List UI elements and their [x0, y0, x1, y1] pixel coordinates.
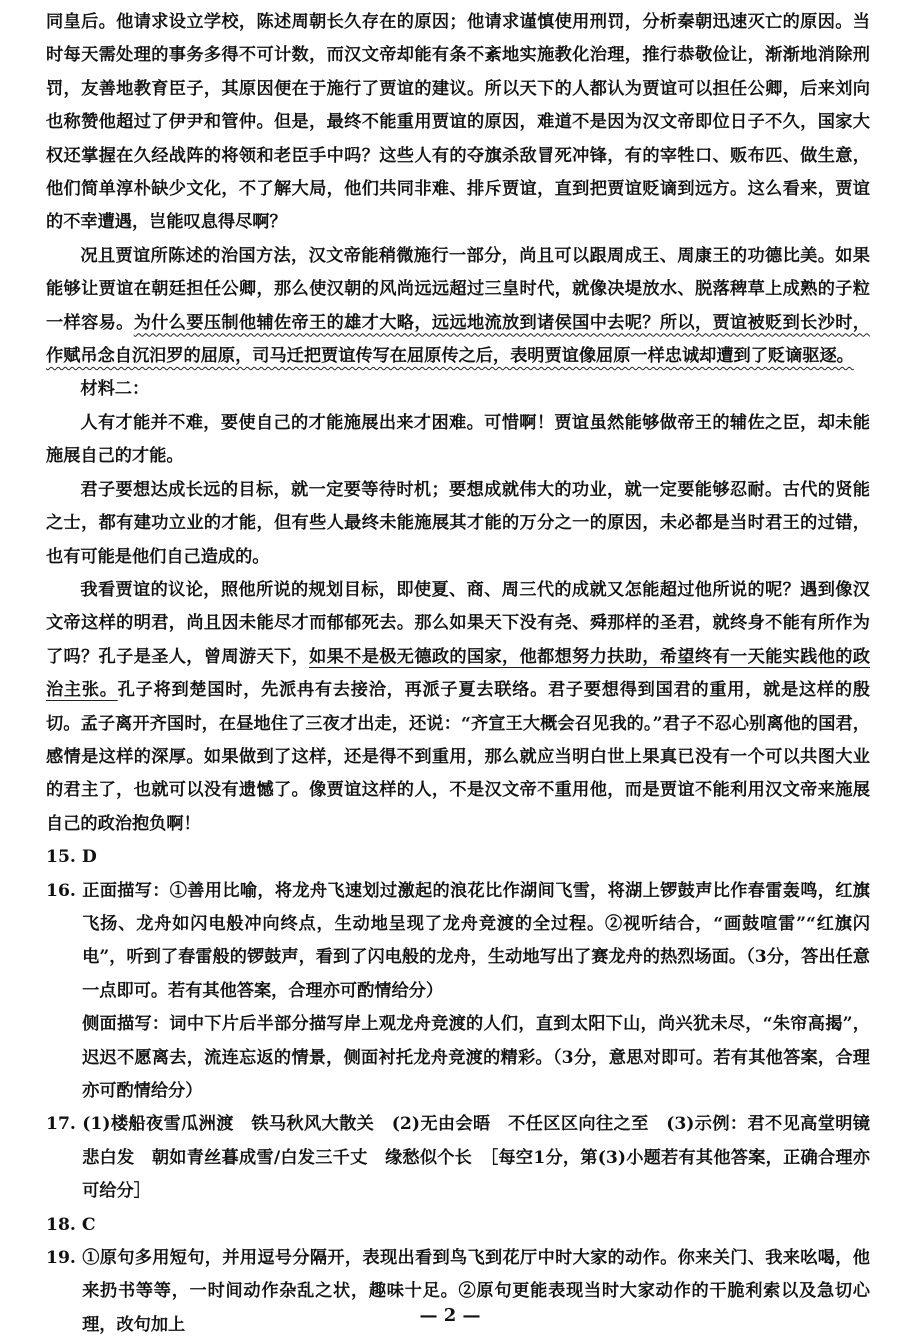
answer-18: 18. C	[46, 1214, 96, 1235]
paragraph-3-text-b: 孔子将到楚国时，先派冉有去接洽，再派子夏去联络。君子要想得到国君的重用，就是这样的殷切。孟子离开齐国时，在昼地住了三夜才出走，还说：“齐宣王大概会召见我的。”君子不忍心别离他的国君，感情是这样的深厚。如果做到了这样，还是得不到重用，那么就应当明白世上果真已没有一个可以共图大业的君主了，也就可以没有遗憾了。像贾谊这样的人，不是汉文帝不重用他，而是贾谊不能利用汉文帝来施展自己的政治抱负啊！	[46, 680, 870, 834]
answer-17: 17. (1)楼船夜雪瓜洲渡 铁马秋风大散关 (2)无由会晤 不任区区向往之至 (3)示例：君不见高堂明镜悲白发 朝如青丝暮成雪/白发三千丈 缘愁似个长 ［每空1分，第(3)小题若有其他答案，正确合理亦可给分］	[46, 1114, 870, 1202]
paragraph-2-text: 况且贾谊所陈述的治国方法，汉文帝能稍微施行一部分，尚且可以跟周成王、周康王的功德比美。如果能够让贾谊在朝廷担任公卿，那么使汉朝的风尚远远超过三皇时代，就像决堤放水、脱落稗草上成熟的子粒一样容易。	[46, 245, 870, 333]
answer-16-front: 16. 正面描写：①善用比喻，将龙舟飞速划过激起的浪花比作湖间飞雪，将湖上锣鼓声比作春雷轰鸣，红旗飞扬、龙舟如闪电般冲向终点，生动地呈现了龙舟竞渡的全过程。②视听结合，“画鼓喧雷”“红旗闪电”，听到了春雷般的锣鼓声，看到了闪电般的龙舟，生动地写出了赛龙舟的热烈场面。（3分，答出任意一点即可。若有其他答案，合理亦可酌情给分）	[46, 880, 870, 1001]
page-number: — 2 —	[419, 1305, 481, 1326]
underlined-sentence: 如果不是极无德政的国家，他都想努力扶助，希望终有一天能实践他的政治主张。	[46, 646, 870, 701]
material-two-paragraph-2: 君子要想达成长远的目标，就一定要等待时机；要想成就伟大的功业，就一定要能够忍耐。古代的贤能之士，都有建功立业的才能，但有些人最终未能施展其才能的万分之一的原因，未必都是当时君王的过错，也有可能是他们自己造成的。	[46, 479, 870, 567]
material-one-paragraph-1: 同皇后。他请求设立学校，陈述周朝长久存在的原因；他请求谨慎使用刑罚，分析秦朝迅速灭亡的原因。当时每天需处理的事务多得不可计数，而汉文帝却能有条不紊地实施教化治理，推行恭敬俭让，渐渐地消除刑罚，友善地教育臣子，其原因便在于施行了贾谊的建议。所以天下的人都认为贾谊可以担任公卿，后来刘向也称赞他超过了伊尹和管仲。但是，最终不能重用贾谊的原因，难道不是因为汉文帝即位日子不久，国家大权还掌握在久经战阵的将领和老臣手中吗？这些人有的夺旗杀敌冒死冲锋，有的宰牲口、贩布匹、做生意，他们简单淳朴缺少文化，不了解大局，他们共同非难、排斥贾谊，直到把贾谊贬谪到远方。这么看来，贾谊的不幸遭遇，岂能叹息得尽啊？	[46, 12, 870, 233]
material-two-paragraph-3	[46, 574, 870, 841]
answer-19: 19. ①原句多用短句，并用逗号分隔开，表现出看到鸟飞到花厅中时大家的动作。你来关门、我来吆喝，他来扔书等等，一时间动作杂乱之状，趣味十足。②原句更能表现当时大家动作的干脆利索以及急切心理，改句加上	[46, 1248, 870, 1335]
material-two-paragraph-1: 人有才能并不难，要使自己的才能施展出来才困难。可惜啊！贾谊虽然能够做帝王的辅佐之臣，却未能施展自己的才能。	[46, 412, 870, 467]
answer-16-side: 侧面描写：词中下片后半部分描写岸上观龙舟竞渡的人们，直到太阳下山，尚兴犹未尽，“朱帘高揭”，迟迟不愿离去，流连忘返的情景，侧面衬托龙舟竞渡的精彩。（3分，意思对即可。若有其他答案，合理亦可酌情给分）	[82, 1014, 870, 1101]
material-one-paragraph-2	[46, 240, 870, 374]
paragraph-3-text-a: 我看贾谊的议论，照他所说的规划目标，即使夏、商、周三代的成就又怎能超过他所说的呢？遇到像汉文帝这样的明君，尚且因未能尽才而郁郁死去。那么如果天下没有尧、舜那样的圣君，就终身不能有所作为了吗？孔子是圣人，曾周游天下，	[46, 579, 870, 667]
material-two-heading: 材料二：	[80, 379, 150, 400]
answer-15: 15. D	[46, 847, 97, 868]
wavy-underlined-sentence: 为什么要压制他辅佐帝王的雄才大略，远远地流放到诸侯国中去呢？所以，贾谊被贬到长沙时，作赋吊念自沉汨罗的屈原，司马迁把贾谊传写在屈原传之后，表明贾谊像屈原一样忠诚却遭到了贬谪驱逐。	[46, 312, 870, 367]
